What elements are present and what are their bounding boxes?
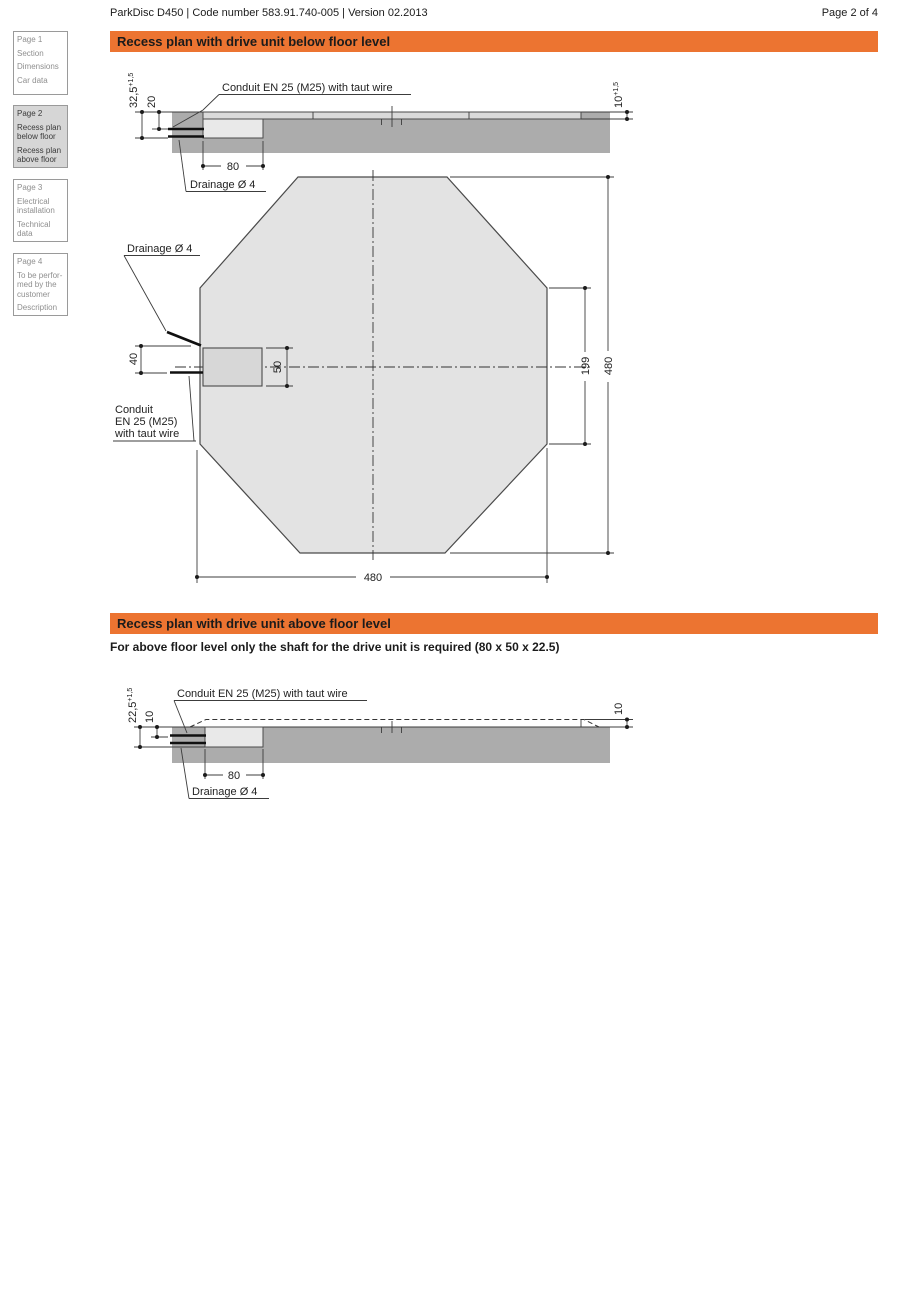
conduit-label: Conduit EN 25 (M25) with taut wire	[222, 82, 393, 94]
drainage-line-plan	[167, 332, 201, 346]
drive-unit-shaft	[203, 119, 263, 138]
conduit-label: Conduit EN 25 (M25) with taut wire	[177, 688, 348, 700]
section-view-above	[127, 688, 633, 799]
nav-item-customer: To be perfor-med by the customer	[17, 270, 63, 299]
section-title-text: Recess plan with drive unit above floor level	[117, 616, 391, 631]
nav-title: Page 1	[17, 35, 43, 44]
dim-disc-height	[585, 703, 633, 729]
nav-box-page-2-active	[13, 105, 68, 168]
nav-item-car-data: Car data	[17, 75, 48, 85]
conduit-callout	[174, 688, 367, 733]
drainage-callout-plan	[124, 243, 200, 331]
section-title-below-floor	[110, 31, 878, 52]
conduit-label-line1: Conduit	[115, 404, 153, 416]
nav-title: Page 3	[17, 183, 43, 192]
document-title: ParkDisc D450 | Code number 583.91.740-005 | Version 02.2013	[110, 7, 428, 19]
dim-recess-depth-label: $10^{+1,5}$	[613, 81, 625, 108]
page-header	[110, 6, 878, 20]
section-title-above-floor	[110, 613, 878, 634]
nav-item-dimensions: Dimensions	[17, 62, 59, 72]
nav-item-recess-above: Recess plan above floor	[17, 145, 62, 165]
dim-conduit-depth: 20	[146, 95, 158, 108]
dim-offset-label: 40	[128, 352, 140, 366]
conduit-label-line2: EN 25 (M25)	[115, 416, 178, 428]
dim-height-label: 480	[603, 356, 615, 376]
dim-depth-total: $32,5^{+1,5}$	[128, 72, 140, 108]
dim-offset-40	[128, 344, 191, 375]
nav-item-section: Section	[17, 48, 44, 58]
above-floor-note: For above floor level only the shaft for the drive unit is required (80 x 50 x 22.5)	[110, 640, 560, 654]
dim-shaft-width-label: 80	[227, 770, 241, 782]
dim-shaft-width-label: 80	[226, 161, 240, 173]
nav-item-electrical: Electrical installation	[17, 196, 55, 216]
section-view-below	[128, 73, 633, 192]
drainage-label: Drainage Ø 4	[190, 179, 256, 191]
dim-depth-total: $22,5^{+1,5}$	[127, 687, 139, 723]
dim-conduit-depth: 10	[144, 710, 156, 723]
drive-unit-shaft	[205, 727, 263, 747]
disc-above-floor-outline	[190, 720, 599, 728]
drawing-below-floor	[110, 60, 890, 600]
dim-left	[128, 73, 172, 140]
drawing-above-floor	[110, 675, 890, 810]
nav-title: Page 2	[17, 109, 43, 118]
drainage-label: Drainage Ø 4	[192, 786, 258, 798]
nav-item-description: Description	[17, 303, 58, 313]
dim-shaft-height-label: 50	[272, 360, 284, 374]
drainage-label-plan: Drainage Ø 4	[127, 243, 193, 255]
page-indicator: Page 2 of 4	[821, 7, 878, 19]
nav-box-page-4	[13, 253, 68, 316]
nav-title: Page 4	[17, 257, 43, 266]
dim-side-label: 199	[580, 356, 592, 376]
nav-box-page-3	[13, 179, 68, 242]
drive-unit-shaft-plan	[203, 348, 262, 386]
dim-side-199	[549, 286, 592, 446]
section-title-text: Recess plan with drive unit below floor level	[117, 34, 391, 49]
nav-box-page-1	[13, 31, 68, 95]
conduit-callout-plan	[113, 376, 196, 441]
dim-disc-height-label: 10	[613, 702, 625, 715]
nav-item-technical: Technical data	[17, 219, 51, 239]
dim-width-label: 480	[363, 572, 383, 584]
nav-item-recess-below: Recess plan below floor	[17, 122, 62, 142]
plan-view-below	[113, 170, 615, 584]
conduit-label-line3: with taut wire	[115, 428, 180, 440]
